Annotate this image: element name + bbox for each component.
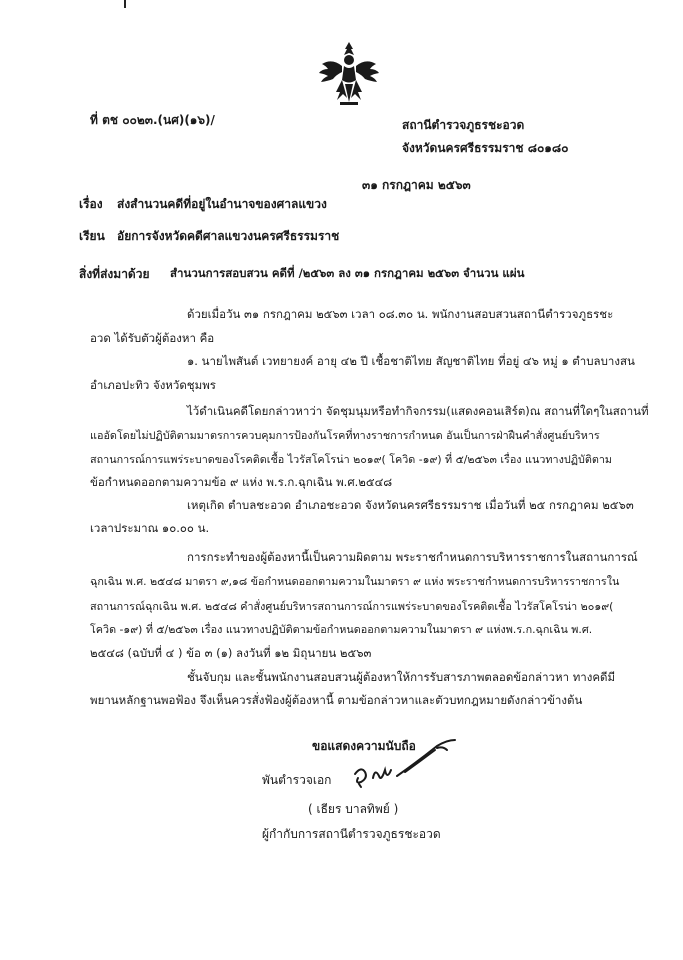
body-line: อำเภอปะทิว จังหวัดชุมพร [90, 378, 216, 392]
body-line: เหตุเกิด ตำบลชะอวด อำเภอชะอวด จังหวัดนครศรีธรรมราช เมื่อวันที่ ๒๕ กรกฎาคม ๒๕๖๓ [187, 498, 634, 512]
office-address: จังหวัดนครศรีธรรมราช ๘๐๑๘๐ [402, 141, 569, 155]
to-label: เรียน [79, 229, 105, 243]
enclosure-label: สิ่งที่ส่งมาด้วย [79, 267, 150, 281]
body-line: พยานหลักฐานพอฟ้อง จึงเห็นควรสั่งฟ้องผู้ต้องหานี้ ตามข้อกล่าวหาและตัวบทกฎหมายดังกล่าวข้างต้น [90, 693, 583, 707]
body-line: ๑. นายไพสันต์ เวทยายงค์ อายุ ๔๒ ปี เชื้อชาติไทย สัญชาติไทย ที่อยู่ ๔๖ หมู่ ๑ ตำบลบางสน [187, 354, 635, 368]
enclosure-text: สำนวนการสอบสวน คดีที่ /๒๕๖๓ ลง ๓๑ กรกฎาคม ๒๕๖๓ จำนวน แผ่น [170, 266, 525, 280]
ref-number: ที่ ตช ๐๐๒๓.(นศ)(๑๖)/ [90, 113, 215, 127]
subject-label: เรื่อง [79, 197, 103, 211]
body-line: ด้วยเมื่อวัน ๓๑ กรกฎาคม ๒๕๖๓ เวลา ๐๘.๓๐ น. พนักงานสอบสวนสถานีตำรวจภูธรชะ [187, 307, 614, 321]
handwritten-signature [345, 738, 475, 798]
body-line: อวด ได้รับตัวผู้ต้องหา คือ [90, 331, 215, 345]
subject-text: ส่งสำนวนคดีที่อยู่ในอำนาจของศาลแขวง [117, 197, 327, 211]
body-line: โควิด -๑๙) ที่ ๕/๒๕๖๓ เรื่อง แนวทางปฏิบัติตามข้อกำหนดออกตามความในมาตรา ๙ แห่งพ.ร.ก.ฉุกเฉิน พ.ศ. [90, 623, 593, 636]
closing-salutation: ขอแสดงความนับถือ [312, 739, 416, 753]
office-name: สถานีตำรวจภูธรชะอวด [402, 118, 525, 132]
body-line: แออัดโดยไม่ปฏิบัติตามมาตรการควบคุมการป้องกันโรคที่ทางราชการกำหนด อันเป็นการฝ่าฝืนคำสั่งศูนย์บริหาร [90, 429, 600, 442]
body-line: ไว้ดำเนินคดีโดยกล่าวหาว่า จัดชุมนุมหรือทำกิจกรรม(แสดงคอนเสิร์ต)ณ สถานที่ใดๆในสถานที่ [187, 404, 649, 418]
body-line: ข้อกำหนดออกตามความข้อ ๙ แห่ง พ.ร.ก.ฉุกเฉิน พ.ศ.๒๕๔๘ [90, 475, 393, 489]
garuda-emblem-icon [318, 40, 380, 108]
body-line: ๒๕๔๘ (ฉบับที่ ๔ ) ข้อ ๓ (๑) ลงวันที่ ๑๒ มิถุนายน ๒๕๖๓ [90, 646, 372, 660]
body-line: สถานการณ์การแพร่ระบาดของโรคติดเชื้อ ไวรัสโคโรน่า ๒๐๑๙( โควิด -๑๙) ที่ ๕/๒๕๖๓ เรื่อง แนวทางปฏิบัติตาม [90, 453, 613, 466]
to-text: อัยการจังหวัดคดีศาลแขวงนครศรีธรรมราช [117, 229, 340, 243]
body-line: ชั้นจับกุม และชั้นพนักงานสอบสวนผู้ต้องหาให้การรับสารภาพตลอดข้อกล่าวหา ทางคดีมี [187, 670, 616, 684]
body-line: สถานการณ์ฉุกเฉิน พ.ศ. ๒๕๔๘ คำสั่งศูนย์บริหารสถานการณ์การแพร่ระบาดของโรคติดเชื้อ ไวรัสโคโรน่า ๒๐๑๙( [90, 600, 614, 613]
letter-date: ๓๑ กรกฎาคม ๒๕๖๓ [362, 178, 471, 192]
body-line: เวลาประมาณ ๑๐.๐๐ น. [90, 521, 210, 535]
signatory-position: ผู้กำกับการสถานีตำรวจภูธรชะอวด [262, 827, 441, 841]
scan-mark [124, 0, 126, 8]
signatory-rank: พันตำรวจเอก [262, 773, 332, 787]
signatory-name: ( เธียร บาลทิพย์ ) [308, 802, 399, 816]
body-line: การกระทำของผู้ต้องหานี้เป็นความผิดตาม พระราชกำหนดการบริหารราชการในสถานการณ์ [187, 550, 638, 564]
body-line: ฉุกเฉิน พ.ศ. ๒๕๔๘ มาตรา ๙,๑๘ ข้อกำหนดออกตามความในมาตรา ๙ แห่ง พระราชกำหนดการบริหารราชการใน [90, 575, 620, 588]
